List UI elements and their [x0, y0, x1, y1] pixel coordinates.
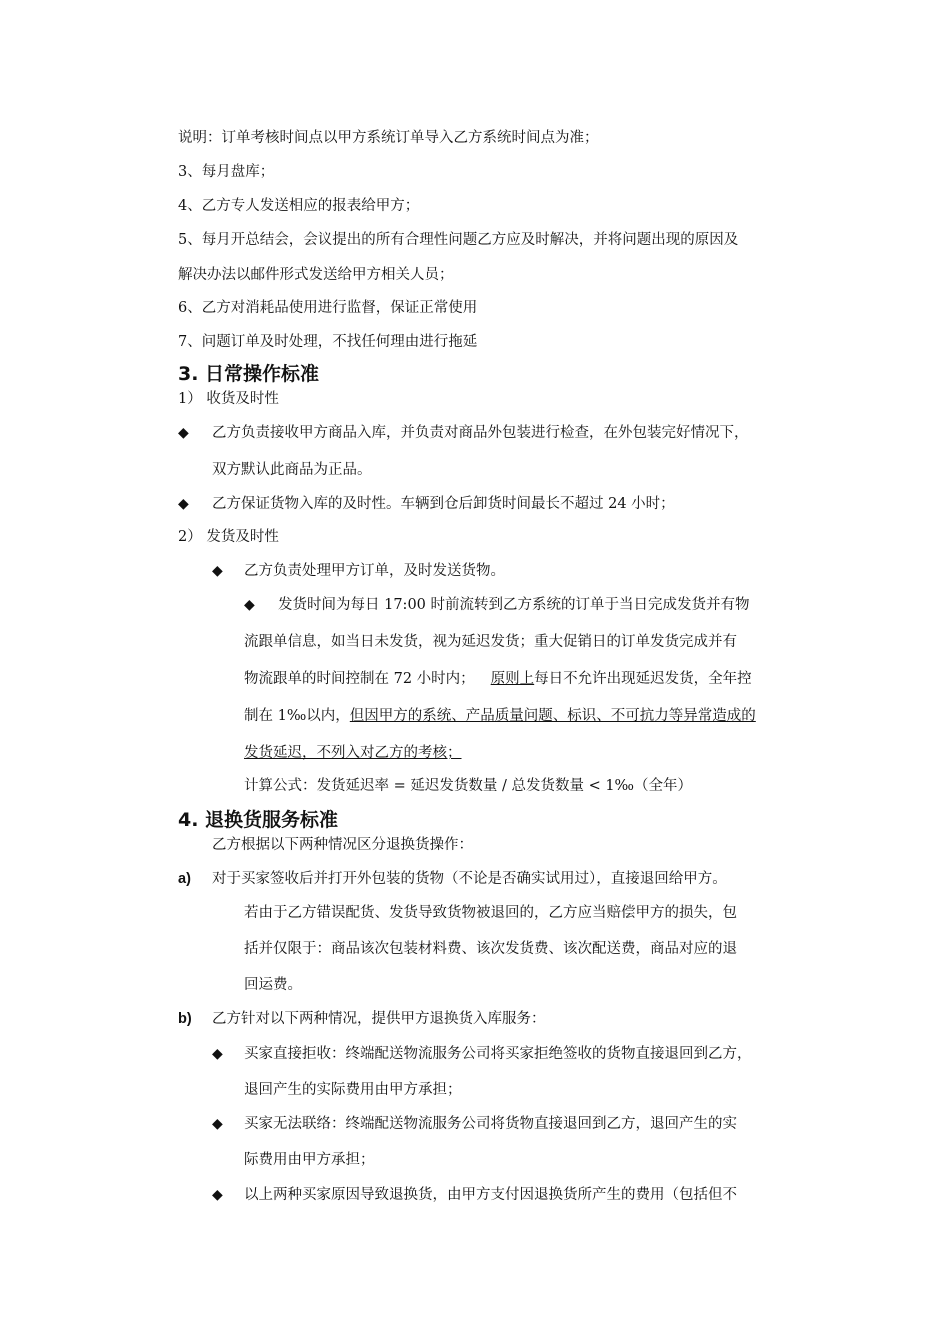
sec3-bullet4-line4 [244, 706, 756, 726]
sec4-b-bullet2-line2: 际费用由甲方承担； [244, 1152, 375, 1168]
section-4-intro: 乙方根据以下两种情况区分退换货操作： [212, 837, 473, 853]
sec4-item-b-label: b) [178, 1011, 192, 1027]
list-item-7: 7、问题订单及时处理，不找任何理由进行拖延 [178, 334, 478, 350]
bullet-diamond-icon: ◆ [178, 425, 189, 441]
bullet-diamond-icon: ◆ [212, 1116, 223, 1132]
section-3-sub1: 1） 收货及时性 [178, 391, 279, 407]
list-item-3: 3、每月盘库； [178, 164, 275, 180]
list-item-4: 4、乙方专人发送相应的报表给甲方； [178, 198, 420, 214]
sec4-item-a-line1: 对于买家签收后并打开外包装的货物（不论是否确实试用过），直接退回给甲方。 [212, 871, 727, 887]
sec3-bullet4-line4-underlined: 但因甲方的系统、产品质量问题、标识、不可抗力等异常造成的 [349, 708, 756, 724]
section-4-heading: 4. 退换货服务标准 [178, 809, 339, 831]
sec4-item-a-line4: 回运费。 [244, 977, 302, 993]
sec4-item-a-line2: 若由于乙方错误配货、发货导致货物被退回的，乙方应当赔偿甲方的损失，包 [244, 905, 737, 921]
list-item-5-line2: 解决办法以邮件形式发送给甲方相关人员； [178, 267, 454, 283]
sec3-bullet3: 乙方负责处理甲方订单，及时发送货物。 [244, 563, 505, 579]
sec3-bullet4-line4-a: 制在 1‰以内， [244, 708, 350, 724]
bullet-diamond-icon: ◆ [212, 563, 223, 579]
note-line: 说明：订单考核时间点以甲方系统订单导入乙方系统时间点为准； [178, 130, 599, 146]
section-3-heading: 3. 日常操作标准 [178, 363, 320, 385]
bullet-diamond-icon: ◆ [212, 1187, 223, 1203]
list-item-5-line1: 5、每月开总结会，会议提出的所有合理性问题乙方应及时解决，并将问题出现的原因及 [178, 232, 739, 248]
sec3-bullet4-line3-a: 物流跟单的时间控制在 72 小时内； [244, 671, 475, 687]
sec4-item-a-line3: 括并仅限于：商品该次包装材料费、该次发货费、该次配送费，商品对应的退 [244, 941, 737, 957]
sec3-bullet4-line5: 发货延迟，不列入对乙方的考核； [244, 745, 462, 761]
sec3-bullet4-line2: 流跟单信息，如当日未发货，视为延迟发货；重大促销日的订单发货完成并有 [244, 634, 737, 650]
sec4-item-a-label: a) [178, 871, 191, 887]
section-3-sub2: 2） 发货及时性 [178, 529, 279, 545]
sec3-bullet4-line3 [244, 669, 752, 689]
sec4-item-b-line1: 乙方针对以下两种情况，提供甲方退换货入库服务： [212, 1011, 546, 1027]
sec3-bullet1-line1: 乙方负责接收甲方商品入库，并负责对商品外包装进行检查，在外包装完好情况下， [212, 425, 749, 441]
sec4-b-bullet2-line1: 买家无法联络：终端配送物流服务公司将货物直接退回到乙方，退回产生的实 [244, 1116, 737, 1132]
list-item-6: 6、乙方对消耗品使用进行监督，保证正常使用 [178, 300, 478, 316]
sec3-formula: 计算公式：发货延迟率 = 延迟发货数量 / 总发货数量 < 1‰（全年） [244, 778, 693, 794]
bullet-diamond-icon: ◆ [244, 597, 255, 613]
bullet-diamond-icon: ◆ [212, 1046, 223, 1062]
sec3-bullet4-line3-underlined: 原则上 [490, 671, 535, 687]
sec4-b-bullet3-line1: 以上两种买家原因导致退换货，由甲方支付因退换货所产生的费用（包括但不 [244, 1187, 737, 1203]
bullet-diamond-icon: ◆ [178, 496, 189, 512]
sec3-bullet4-line3-c: 每日不允许出现延迟发货，全年控 [534, 671, 752, 687]
sec3-bullet2: 乙方保证货物入库的及时性。车辆到仓后卸货时间最长不超过 24 小时； [212, 496, 675, 512]
sec4-b-bullet1-line2: 退回产生的实际费用由甲方承担； [244, 1082, 462, 1098]
sec3-bullet4-line1: 发货时间为每日 17:00 时前流转到乙方系统的订单于当日完成发货并有物 [278, 597, 750, 613]
sec4-b-bullet1-line1: 买家直接拒收：终端配送物流服务公司将买家拒绝签收的货物直接退回到乙方， [244, 1046, 752, 1062]
sec3-bullet1-line2: 双方默认此商品为正品。 [212, 462, 372, 478]
